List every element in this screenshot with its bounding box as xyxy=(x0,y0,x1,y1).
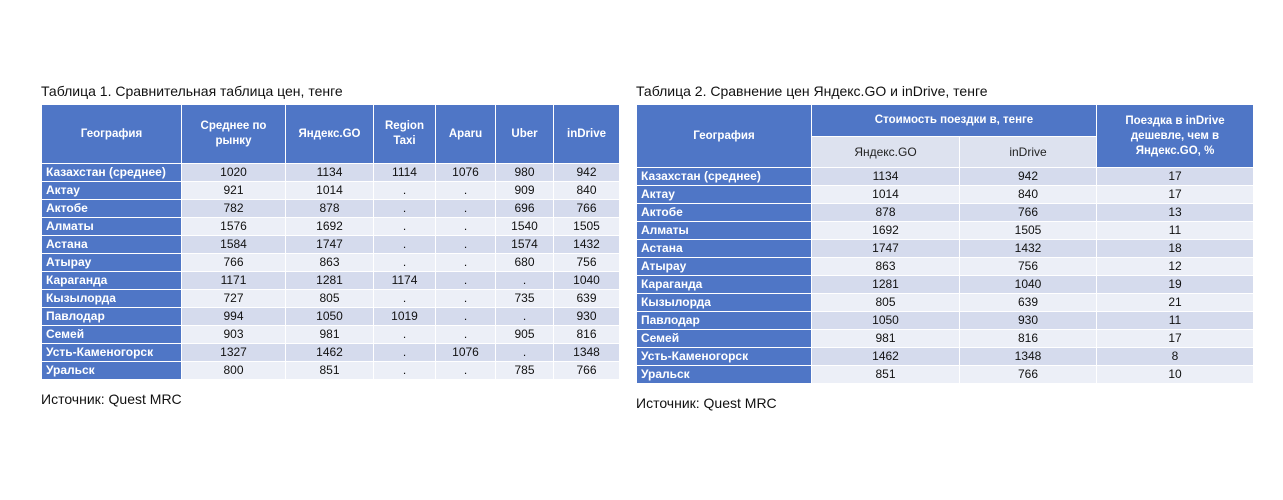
value-cell: 1040 xyxy=(554,272,620,290)
geo-cell: Актобе xyxy=(637,204,812,222)
geo-cell: Кызылорда xyxy=(42,290,182,308)
value-cell: 800 xyxy=(182,362,286,380)
value-cell: 11 xyxy=(1097,312,1254,330)
table1-row xyxy=(42,362,620,380)
table2-header-geo: География xyxy=(637,105,812,168)
value-cell: . xyxy=(436,272,496,290)
value-cell: 19 xyxy=(1097,276,1254,294)
value-cell: 680 xyxy=(496,254,554,272)
table2-header-cost: Стоимость поездки в, тенге xyxy=(812,105,1097,137)
value-cell: 905 xyxy=(496,326,554,344)
value-cell: 17 xyxy=(1097,186,1254,204)
value-cell: 10 xyxy=(1097,366,1254,384)
table2-row xyxy=(637,168,1254,186)
value-cell: 805 xyxy=(286,290,374,308)
table2-row xyxy=(637,204,1254,222)
value-cell: 942 xyxy=(554,164,620,182)
value-cell: . xyxy=(374,344,436,362)
geo-cell: Актау xyxy=(42,182,182,200)
value-cell: 1540 xyxy=(496,218,554,236)
value-cell: 1432 xyxy=(554,236,620,254)
value-cell: . xyxy=(436,254,496,272)
table2-header-cheaper: Поездка в inDrive дешевле, чем в Яндекс.GO, % xyxy=(1097,105,1254,168)
table2-caption: Таблица 2. Сравнение цен Яндекс.GO и inDrive, тенге xyxy=(636,83,988,99)
table1-row xyxy=(42,236,620,254)
value-cell: 1040 xyxy=(960,276,1097,294)
geo-cell: Актобе xyxy=(42,200,182,218)
value-cell: 756 xyxy=(960,258,1097,276)
value-cell: 1576 xyxy=(182,218,286,236)
table2-row xyxy=(637,240,1254,258)
value-cell: 930 xyxy=(554,308,620,326)
value-cell: 1076 xyxy=(436,164,496,182)
value-cell: 1692 xyxy=(812,222,960,240)
value-cell: . xyxy=(436,200,496,218)
value-cell: 1348 xyxy=(960,348,1097,366)
value-cell: 840 xyxy=(554,182,620,200)
geo-cell: Казахстан (среднее) xyxy=(637,168,812,186)
geo-cell: Алматы xyxy=(42,218,182,236)
value-cell: 1505 xyxy=(960,222,1097,240)
table1-header-uber: Uber xyxy=(496,105,554,164)
table1-source: Источник: Quest MRC xyxy=(41,391,182,407)
geo-cell: Уральск xyxy=(637,366,812,384)
table1-row xyxy=(42,290,620,308)
value-cell: 1348 xyxy=(554,344,620,362)
table2-header-row xyxy=(637,105,1254,137)
value-cell: 696 xyxy=(496,200,554,218)
table2-source: Источник: Quest MRC xyxy=(636,395,777,411)
table1-row xyxy=(42,218,620,236)
geo-cell: Атырау xyxy=(637,258,812,276)
geo-cell: Атырау xyxy=(42,254,182,272)
table2-subheader-indrive: inDrive xyxy=(960,137,1097,168)
value-cell: 1281 xyxy=(812,276,960,294)
table1-block xyxy=(41,82,619,407)
geo-cell: Уральск xyxy=(42,362,182,380)
table2-row xyxy=(637,330,1254,348)
value-cell: 1584 xyxy=(182,236,286,254)
table1-header-geo: География xyxy=(42,105,182,164)
value-cell: 21 xyxy=(1097,294,1254,312)
value-cell: 816 xyxy=(960,330,1097,348)
value-cell: 816 xyxy=(554,326,620,344)
value-cell: . xyxy=(436,218,496,236)
geo-cell: Павлодар xyxy=(42,308,182,326)
value-cell: 878 xyxy=(812,204,960,222)
table1-header-row xyxy=(42,105,620,164)
value-cell: 994 xyxy=(182,308,286,326)
value-cell: . xyxy=(374,290,436,308)
table1-row xyxy=(42,326,620,344)
value-cell: . xyxy=(374,182,436,200)
value-cell: 1327 xyxy=(182,344,286,362)
value-cell: 766 xyxy=(554,362,620,380)
table2-block xyxy=(636,82,1253,411)
value-cell: . xyxy=(436,362,496,380)
table1-row xyxy=(42,254,620,272)
table2-row xyxy=(637,348,1254,366)
value-cell: 639 xyxy=(960,294,1097,312)
value-cell: . xyxy=(374,254,436,272)
value-cell: 1050 xyxy=(286,308,374,326)
value-cell: 11 xyxy=(1097,222,1254,240)
value-cell: 756 xyxy=(554,254,620,272)
geo-cell: Семей xyxy=(637,330,812,348)
value-cell: 17 xyxy=(1097,168,1254,186)
value-cell: 903 xyxy=(182,326,286,344)
value-cell: 1462 xyxy=(286,344,374,362)
geo-cell: Павлодар xyxy=(637,312,812,330)
value-cell: 782 xyxy=(182,200,286,218)
table1-row xyxy=(42,308,620,326)
value-cell: 1134 xyxy=(286,164,374,182)
geo-cell: Усть-Каменогорск xyxy=(42,344,182,362)
table2-row xyxy=(637,186,1254,204)
geo-cell: Казахстан (среднее) xyxy=(42,164,182,182)
value-cell: 12 xyxy=(1097,258,1254,276)
geo-cell: Астана xyxy=(637,240,812,258)
value-cell: 735 xyxy=(496,290,554,308)
value-cell: 1432 xyxy=(960,240,1097,258)
value-cell: 766 xyxy=(554,200,620,218)
value-cell: 805 xyxy=(812,294,960,312)
value-cell: 1281 xyxy=(286,272,374,290)
value-cell: 1050 xyxy=(812,312,960,330)
table1-row xyxy=(42,164,620,182)
value-cell: . xyxy=(436,290,496,308)
table1-body xyxy=(42,164,620,380)
table1-header-indrive: inDrive xyxy=(554,105,620,164)
table2-row xyxy=(637,276,1254,294)
geo-cell: Семей xyxy=(42,326,182,344)
value-cell: . xyxy=(436,308,496,326)
table1-row xyxy=(42,344,620,362)
value-cell: 980 xyxy=(496,164,554,182)
value-cell: 1014 xyxy=(812,186,960,204)
value-cell: . xyxy=(496,272,554,290)
table1-row xyxy=(42,200,620,218)
value-cell: . xyxy=(374,362,436,380)
value-cell: 909 xyxy=(496,182,554,200)
value-cell: 8 xyxy=(1097,348,1254,366)
value-cell: . xyxy=(436,236,496,254)
value-cell: 1076 xyxy=(436,344,496,362)
value-cell: 840 xyxy=(960,186,1097,204)
value-cell: 1020 xyxy=(182,164,286,182)
value-cell: . xyxy=(374,218,436,236)
value-cell: 766 xyxy=(182,254,286,272)
value-cell: 1747 xyxy=(286,236,374,254)
table2-row xyxy=(637,312,1254,330)
value-cell: 878 xyxy=(286,200,374,218)
value-cell: 766 xyxy=(960,366,1097,384)
geo-cell: Усть-Каменогорск xyxy=(637,348,812,366)
table1-header-avg: Среднее по рынку xyxy=(182,105,286,164)
table1-row xyxy=(42,182,620,200)
value-cell: . xyxy=(374,200,436,218)
value-cell: 851 xyxy=(812,366,960,384)
value-cell: 1174 xyxy=(374,272,436,290)
table2 xyxy=(636,104,1254,384)
geo-cell: Алматы xyxy=(637,222,812,240)
table2-row xyxy=(637,258,1254,276)
value-cell: 1462 xyxy=(812,348,960,366)
table1-header-aparu: Aparu xyxy=(436,105,496,164)
value-cell: . xyxy=(436,182,496,200)
value-cell: 981 xyxy=(812,330,960,348)
value-cell: 1114 xyxy=(374,164,436,182)
table1-row xyxy=(42,272,620,290)
table2-row xyxy=(637,366,1254,384)
value-cell: 942 xyxy=(960,168,1097,186)
value-cell: 13 xyxy=(1097,204,1254,222)
geo-cell: Астана xyxy=(42,236,182,254)
value-cell: . xyxy=(496,308,554,326)
value-cell: 1019 xyxy=(374,308,436,326)
table1-header-region-taxi: Region Taxi xyxy=(374,105,436,164)
value-cell: 1505 xyxy=(554,218,620,236)
value-cell: 981 xyxy=(286,326,374,344)
value-cell: 863 xyxy=(286,254,374,272)
value-cell: 930 xyxy=(960,312,1097,330)
table2-subheader-yandex: Яндекс.GO xyxy=(812,137,960,168)
table1 xyxy=(41,104,620,380)
value-cell: 17 xyxy=(1097,330,1254,348)
table1-header-yandex: Яндекс.GO xyxy=(286,105,374,164)
value-cell: 1574 xyxy=(496,236,554,254)
value-cell: 863 xyxy=(812,258,960,276)
value-cell: 766 xyxy=(960,204,1097,222)
value-cell: 785 xyxy=(496,362,554,380)
value-cell: . xyxy=(436,326,496,344)
table2-row xyxy=(637,222,1254,240)
geo-cell: Караганда xyxy=(637,276,812,294)
value-cell: 1747 xyxy=(812,240,960,258)
value-cell: 18 xyxy=(1097,240,1254,258)
table2-body xyxy=(637,168,1254,384)
geo-cell: Актау xyxy=(637,186,812,204)
geo-cell: Кызылорда xyxy=(637,294,812,312)
table2-row xyxy=(637,294,1254,312)
value-cell: 1171 xyxy=(182,272,286,290)
value-cell: 1692 xyxy=(286,218,374,236)
table1-caption: Таблица 1. Сравнительная таблица цен, тенге xyxy=(41,83,343,99)
geo-cell: Караганда xyxy=(42,272,182,290)
value-cell: 727 xyxy=(182,290,286,308)
value-cell: . xyxy=(374,236,436,254)
value-cell: 639 xyxy=(554,290,620,308)
value-cell: . xyxy=(374,326,436,344)
value-cell: 1134 xyxy=(812,168,960,186)
value-cell: . xyxy=(496,344,554,362)
value-cell: 851 xyxy=(286,362,374,380)
value-cell: 921 xyxy=(182,182,286,200)
value-cell: 1014 xyxy=(286,182,374,200)
